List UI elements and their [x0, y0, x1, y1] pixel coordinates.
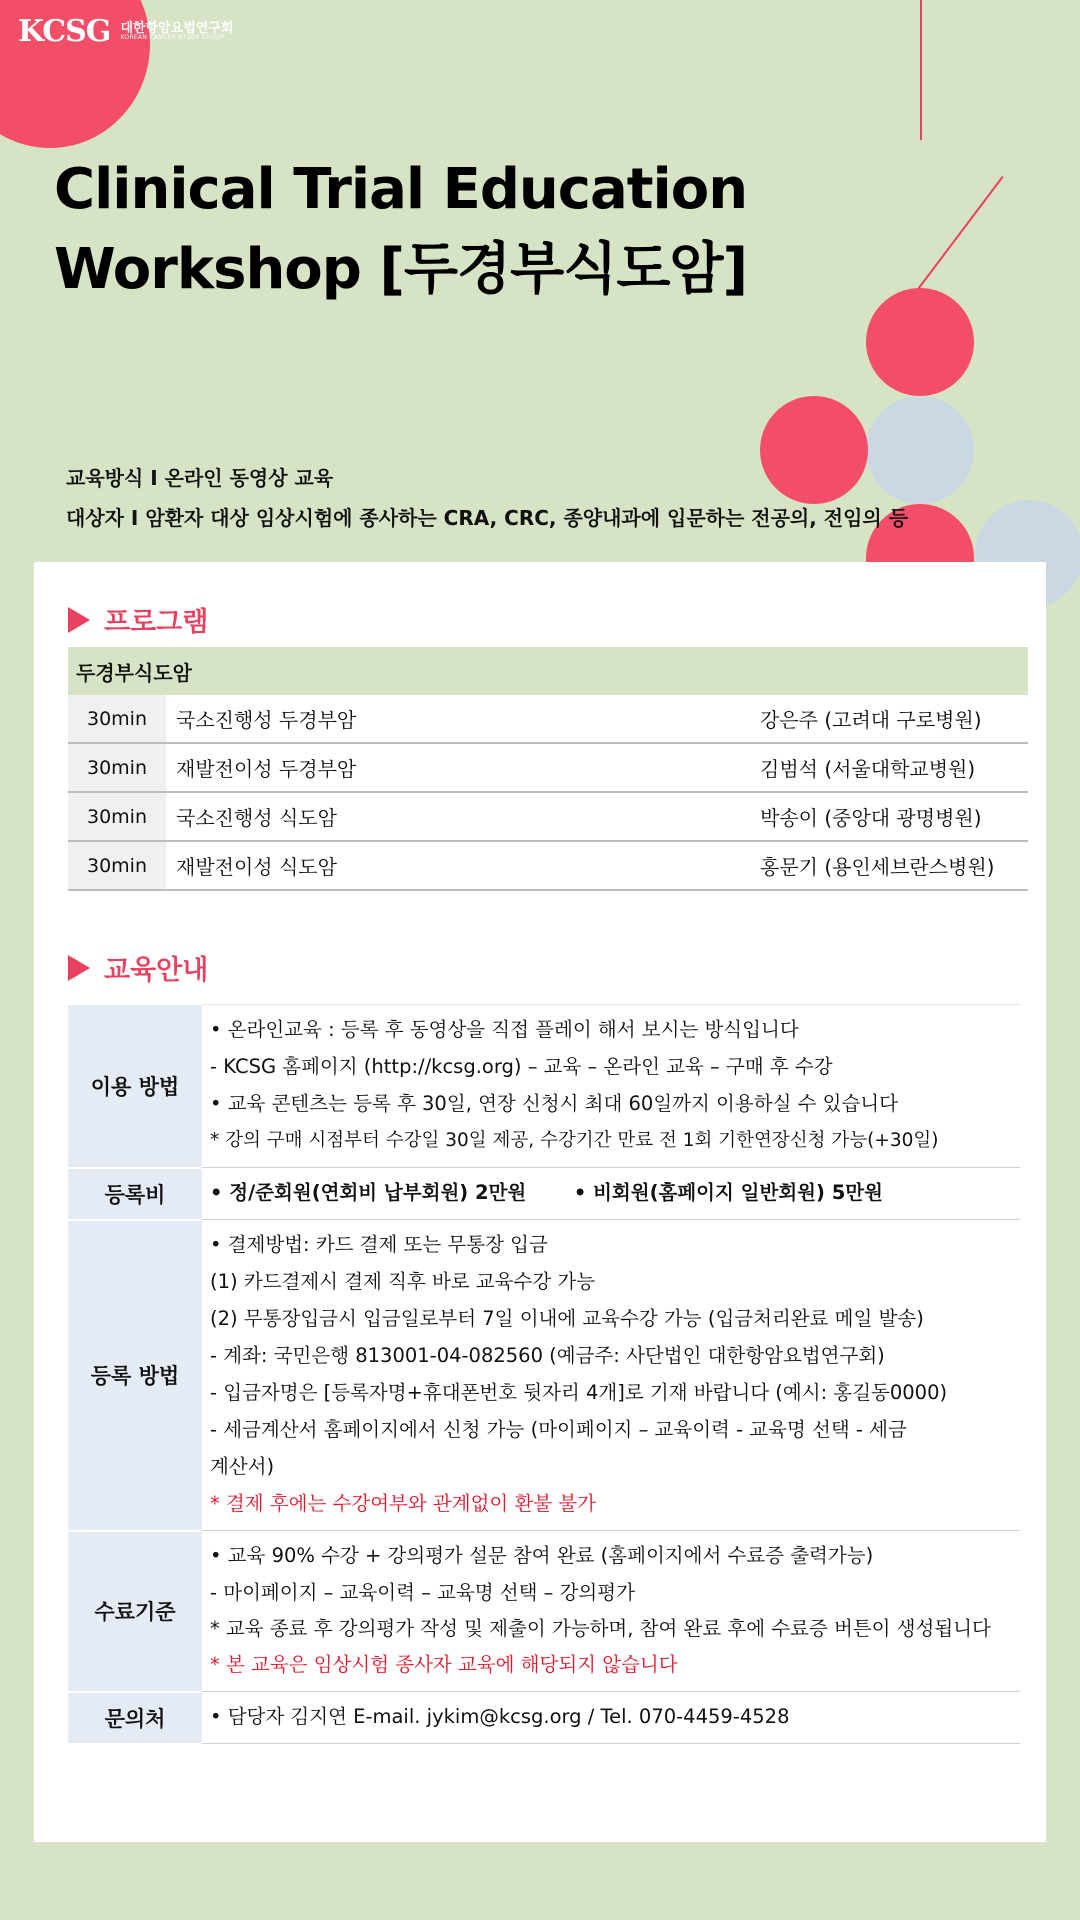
contact-label: 문의처 — [68, 1692, 202, 1744]
guide-table — [68, 1004, 1020, 1745]
registration-line: - 입금자명은 [등록자명+휴대폰번호 뒷자리 4개]로 기재 바랍니다 (예시: 홍길동0000) — [210, 1381, 948, 1404]
contact-content: • 담당자 김지연 E-mail. jykim@kcsg.org / Tel. 070-4459-4528 — [202, 1692, 1020, 1744]
table-row — [68, 842, 1028, 891]
table-row — [68, 1692, 1020, 1744]
guide-heading-text: 교육안내 — [104, 955, 209, 986]
diagonal-line-decoration — [906, 176, 1004, 305]
logo-mark: KCSG — [18, 14, 111, 49]
session-duration: 30min — [68, 793, 166, 840]
registration-line: (2) 무통장입금시 입금일로부터 7일 이내에 교육수강 가능 (입금처리완료 메일 발송) — [210, 1307, 924, 1330]
session-speaker: 박송이 (중앙대 광명병원) — [760, 806, 982, 830]
completion-content — [202, 1531, 1020, 1692]
registration-line: - 계좌: 국민은행 813001-04-082560 (예금주: 사단법인 대한항암요법연구회) — [210, 1344, 885, 1367]
usage-line: * 강의 구매 시점부터 수강일 30일 제공, 수강기간 만료 전 1회 기한연장신청 가능(+30일) — [210, 1130, 939, 1151]
table-row — [68, 1220, 1020, 1531]
vertical-line-decoration — [920, 0, 922, 140]
registration-line: - 세금계산서 홈페이지에서 신청 가능 (마이페이지 – 교육이력 - 교육명 선택 - 세금 — [210, 1418, 907, 1441]
table-row — [68, 1168, 1020, 1220]
target-audience: 대상자 I 암환자 대상 임상시험에 종사하는 CRA, CRC, 종양내과에 입문하는 전공의, 전임의 등 — [66, 506, 909, 530]
session-topic: 재발전이성 두경부암 — [176, 757, 357, 781]
usage-line: - KCSG 홈페이지 (http://kcsg.org) – 교육 – 온라인 교육 – 구매 후 수강 — [210, 1055, 833, 1078]
session-topic: 국소진행성 두경부암 — [176, 708, 357, 732]
usage-label: 이용 방법 — [68, 1005, 202, 1168]
usage-content — [202, 1005, 1020, 1168]
logo-name-en: KOREAN CANCER STUDY GROUP — [120, 34, 225, 42]
session-topic: 재발전이성 식도암 — [176, 855, 337, 879]
program-table — [68, 647, 1028, 891]
program-heading-text: 프로그램 — [104, 607, 209, 638]
circle-decoration — [866, 396, 974, 504]
refund-warning: * 결제 후에는 수강여부와 관계없이 환불 불가 — [210, 1492, 597, 1515]
registration-line: • 결제방법: 카드 결제 또는 무통장 입금 — [210, 1233, 548, 1256]
registration-line: (1) 카드결제시 결제 직후 바로 교육수강 가능 — [210, 1270, 596, 1293]
guide-heading — [68, 948, 208, 987]
title-line: Workshop [두경부식도암] — [54, 237, 748, 302]
program-heading — [68, 600, 208, 639]
education-method: 교육방식 I 온라인 동영상 교육 — [66, 466, 334, 490]
session-speaker: 홍문기 (용인세브란스병원) — [760, 855, 995, 879]
circle-decoration — [866, 288, 974, 396]
session-duration: 30min — [68, 695, 166, 742]
circle-decoration — [760, 396, 868, 504]
table-row — [68, 695, 1028, 744]
logo-name-ko: 대한항암요법연구회 — [120, 20, 234, 36]
page-title — [54, 150, 814, 310]
table-row — [68, 1531, 1020, 1692]
session-topic: 국소진행성 식도암 — [176, 806, 337, 830]
kcsg-logo — [18, 14, 233, 49]
fee-label: 등록비 — [68, 1168, 202, 1220]
fee-nonmember: • 비회원(홈페이지 일반회원) 5만원 — [573, 1181, 883, 1204]
completion-line: - 마이페이지 – 교육이력 – 교육명 선택 – 강의평가 — [210, 1581, 635, 1604]
usage-line: • 교육 콘텐츠는 등록 후 30일, 연장 신청시 최대 60일까지 이용하실 수 있습니다 — [210, 1092, 898, 1115]
session-duration: 30min — [68, 744, 166, 791]
table-row — [68, 1005, 1020, 1168]
completion-note: * 교육 종료 후 강의평가 작성 및 제출이 가능하며, 참여 완료 후에 수료증 버튼이 생성됩니다 — [210, 1617, 991, 1640]
triangle-bullet-icon — [68, 607, 90, 633]
session-speaker: 강은주 (고려대 구로병원) — [760, 708, 982, 732]
session-duration: 30min — [68, 842, 166, 889]
registration-content — [202, 1220, 1020, 1531]
content-panel — [34, 562, 1046, 1842]
registration-label: 등록 방법 — [68, 1220, 202, 1531]
program-table-caption: 두경부식도암 — [68, 647, 1028, 695]
table-row — [68, 793, 1028, 842]
completion-warning: * 본 교육은 임상시험 종사자 교육에 해당되지 않습니다 — [210, 1653, 678, 1676]
fee-member: • 정/준회원(연회비 납부회원) 2만원 — [210, 1181, 527, 1204]
completion-line: • 교육 90% 수강 + 강의평가 설문 참여 완료 (홈페이지에서 수료증 출력가능) — [210, 1544, 874, 1567]
session-speaker: 김범석 (서울대학교병원) — [760, 757, 976, 781]
usage-line: • 온라인교육 : 등록 후 동영상을 직접 플레이 해서 보시는 방식입니다 — [210, 1018, 799, 1041]
table-row — [68, 744, 1028, 793]
triangle-bullet-icon — [68, 955, 90, 981]
registration-line: 계산서) — [210, 1455, 275, 1478]
fee-content — [202, 1168, 1020, 1220]
title-line: Clinical Trial Education — [54, 157, 748, 222]
completion-label: 수료기준 — [68, 1531, 202, 1692]
